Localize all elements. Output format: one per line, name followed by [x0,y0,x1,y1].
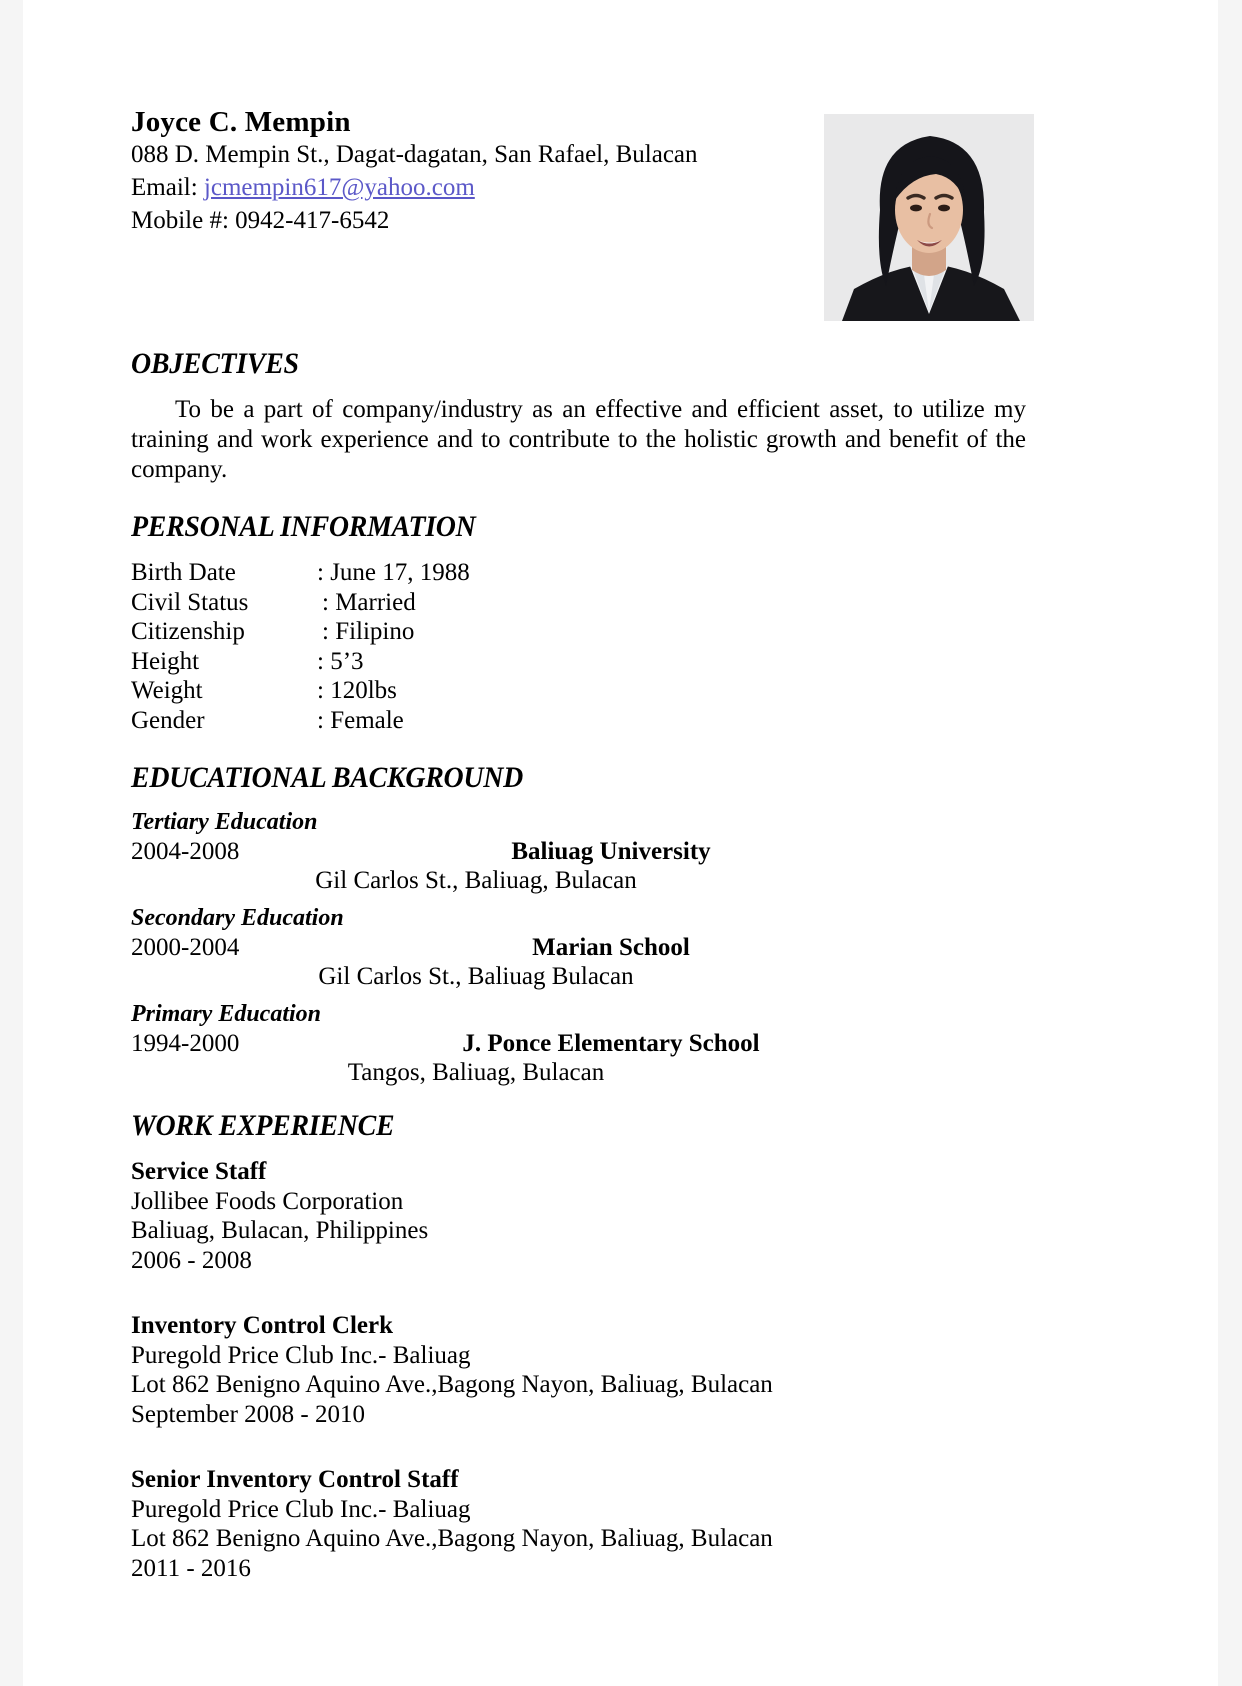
education-address: Gil Carlos St., Baliuag, Bulacan [315,867,637,895]
job-period: 2006 - 2008 [131,1246,252,1274]
education-entry-tertiary [131,809,1026,895]
resume-page [23,0,1218,1686]
education-years: 2004-2008 [131,838,240,866]
education-address: Tangos, Baliuag, Bulacan [347,1059,605,1087]
info-value-birth-date: : June 17, 1988 [317,559,470,587]
education-school: J. Ponce Elementary School [462,1030,760,1058]
job-location: Lot 862 Benigno Aquino Ave.,Bagong Nayon, Baliuag, Bulacan [131,1371,773,1399]
section-title-educational-background: EDUCATIONAL BACKGROUND [131,761,524,795]
info-value-civil-status: : Married [322,588,416,616]
job-company: Puregold Price Club Inc.- Baliuag [131,1341,471,1369]
work-entry-senior-inventory-control-staff [131,1465,1026,1583]
table-row [131,706,470,736]
candidate-address: 088 D. Mempin St., Dagat-dagatan, San Rafael, Bulacan [131,141,698,169]
table-row [131,617,470,647]
education-row [131,1029,1026,1058]
education-level-label: Secondary Education [131,905,344,932]
work-entry-inventory-control-clerk [131,1311,1026,1429]
table-row [131,588,470,618]
candidate-mobile: Mobile #: 0942-417-6542 [131,206,390,234]
email-label: Email: [131,174,204,202]
job-position: Senior Inventory Control Staff [131,1466,459,1494]
portrait-photo [824,114,1034,321]
info-label-gender: Gender [131,706,205,734]
resume-content [131,60,1026,1583]
section-title-objectives: OBJECTIVES [131,347,299,380]
job-location: Lot 862 Benigno Aquino Ave.,Bagong Nayon, Baliuag, Bulacan [131,1525,773,1553]
education-years: 2000-2004 [131,934,240,962]
portrait-photo-graphic [824,114,1034,321]
job-position: Service Staff [131,1158,267,1186]
resume-header [131,106,1026,321]
info-label-height: Height [131,647,200,675]
candidate-name: Joyce C. Mempin [131,106,351,138]
section-title-work-experience: WORK EXPERIENCE [131,1109,395,1143]
job-company: Puregold Price Club Inc.- Baliuag [131,1495,471,1523]
job-period: 2011 - 2016 [131,1554,251,1582]
education-row [131,837,1026,866]
education-entry-primary [131,1001,1026,1087]
info-label-citizenship: Citizenship [131,618,245,646]
table-row [131,676,470,706]
table-row [131,558,470,588]
job-company: Jollibee Foods Corporation [131,1187,404,1215]
info-value-citizenship: : Filipino [322,618,415,646]
info-label-birth-date: Birth Date [131,559,236,587]
info-value-height: : 5’3 [317,647,364,675]
education-entry-secondary [131,905,1026,991]
section-title-personal-information: PERSONAL INFORMATION [131,510,476,544]
work-entry-service-staff [131,1157,1026,1275]
info-label-weight: Weight [131,677,203,705]
education-address: Gil Carlos St., Baliuag Bulacan [318,963,634,991]
table-row [131,647,470,677]
education-years: 1994-2000 [131,1030,240,1058]
education-level-label: Tertiary Education [131,809,318,836]
education-level-label: Primary Education [131,1001,322,1028]
education-school: Marian School [532,934,690,962]
objectives-text: To be a part of company/industry as an effective and efficient asset, to utilize my training and work experience and to contribute to the holistic growth and benefit of the company. [131,396,1026,483]
education-school: Baliuag University [511,838,711,866]
job-period: September 2008 - 2010 [131,1400,365,1428]
personal-information-table [131,558,470,735]
education-row [131,933,1026,962]
info-value-gender: : Female [317,706,404,734]
job-position: Inventory Control Clerk [131,1312,394,1340]
email-link[interactable]: jcmempin617@yahoo.com [203,174,475,202]
info-label-civil-status: Civil Status [131,588,249,616]
info-value-weight: : 120lbs [317,677,397,705]
job-location: Baliuag, Bulacan, Philippines [131,1217,429,1245]
